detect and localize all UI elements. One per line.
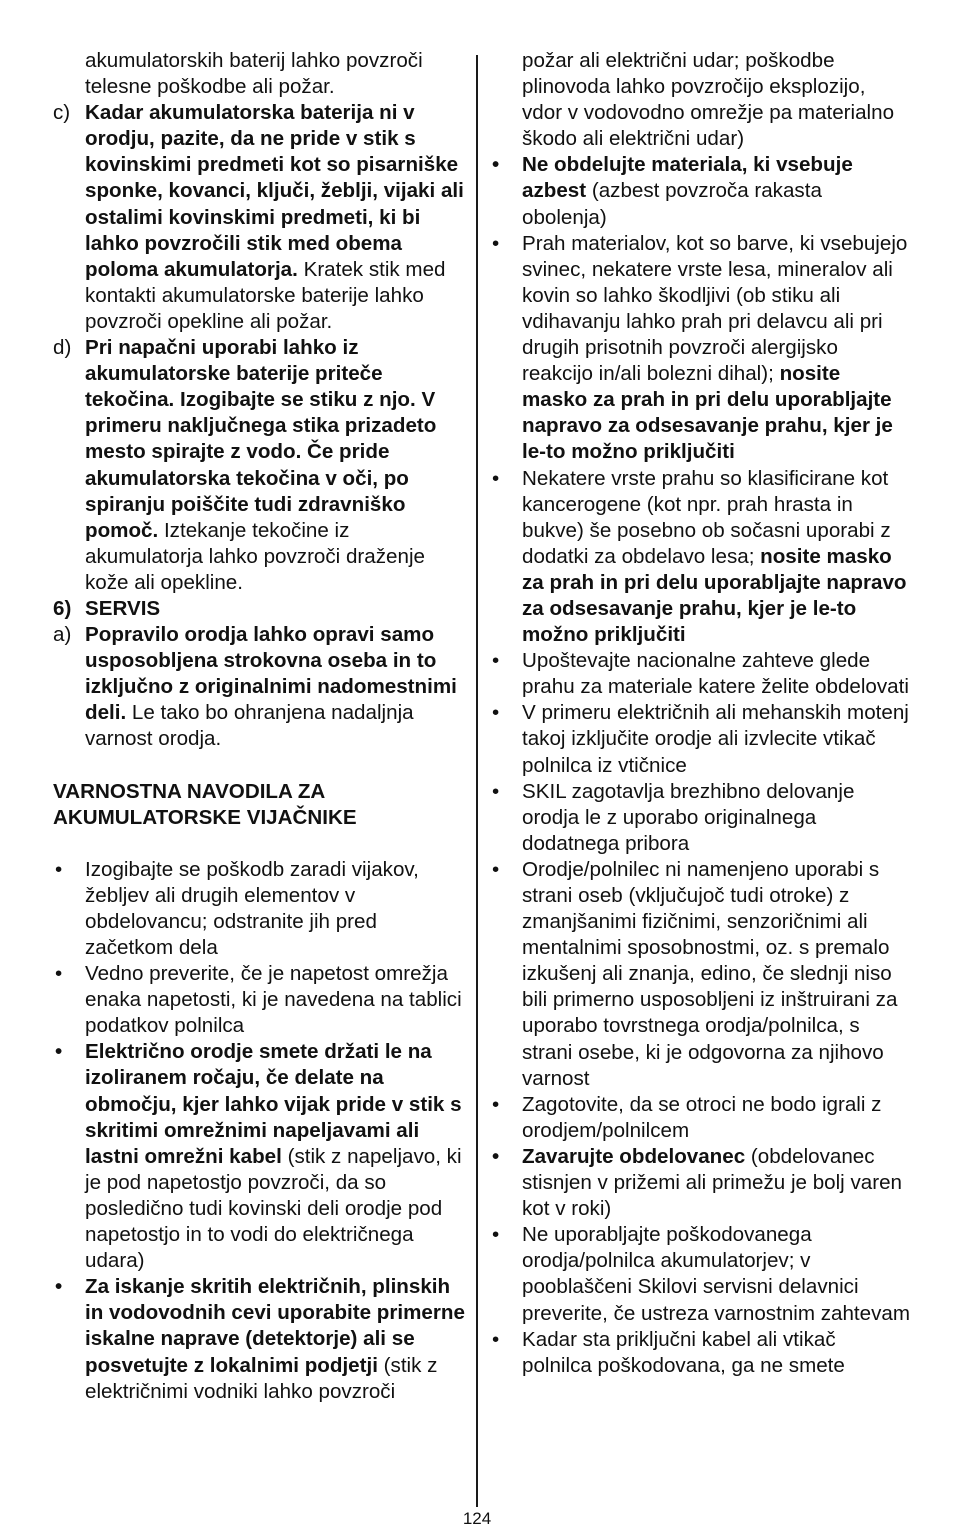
column-divider (476, 55, 478, 1507)
heading-line: VARNOSTNA NAVODILA ZA (53, 779, 326, 803)
bullet-item (490, 1222, 910, 1326)
bullet-item (490, 231, 910, 466)
continued-paragraph (53, 48, 465, 100)
bullet-icon: • (492, 1092, 500, 1116)
bullet-item (490, 1144, 910, 1222)
bullet-icon: • (492, 466, 500, 490)
item-text: Orodje/polnilec ni namenjeno uporabi s strani oseb (vključujoč tudi otroke) z zmanjšanimi fizičnimi, senzoričnimi ali mentalnimi sposobnostmi, oz. s premalo izkušenj ali znanja, edino, če slednji niso bili primerno usposobljeni iz inštruirani za uporabo tovrstnega orodja/polnilca, s strani osebe, ki je odgovorna za njihovo varnost (522, 857, 898, 1090)
item-text: Kratek stik med kontakti akumulatorske baterije lahko povzroči opekline ali požar. (85, 257, 446, 333)
section-heading (53, 779, 465, 831)
item-text: Vedno preverite, če je napetost omrežja enaka napetosti, ki je navedena na tablici podatkov polnilca (85, 962, 462, 1038)
item-text: Ne uporabljajte poškodovanega orodja/polnilca akumulatorjev; v pooblaščeni Skilovi servisni delavnici preverite, če ustreza varnostnim zahtevam (522, 1223, 911, 1325)
bullet-item (53, 857, 465, 961)
paragraph-text: požar ali električni udar; poškodbe plinovoda lahko povzročijo eksplozijo, vdor v vodovodno omrežje pa materialno škodo ali električni udar) (522, 49, 895, 151)
bold-warning: Električno orodje smete držati le na izoliranem ročaju, če delate na območju, kjer lahko vijak pride v stik s skritimi omrežnimi napeljavami ali lastni omrežni kabel (85, 1040, 462, 1168)
bullet-icon: • (492, 153, 500, 177)
list-item-d (53, 335, 465, 596)
bullet-item (490, 648, 910, 700)
right-column (490, 48, 910, 1379)
paragraph-text: akumulatorskih baterij lahko povzroči telesne poškodbe ali požar. (85, 49, 423, 99)
bullet-icon: • (55, 1275, 63, 1299)
bullet-icon: • (492, 1327, 500, 1351)
bullet-icon: • (492, 779, 500, 803)
item-marker: a) (53, 623, 72, 647)
left-column (53, 48, 465, 1405)
spacer (53, 831, 465, 857)
section-title: SERVIS (85, 596, 161, 620)
spacer (53, 753, 465, 779)
bullet-item (490, 1092, 910, 1144)
item-text: (stik z električnimi vodniki lahko povzroči (85, 1353, 438, 1403)
bullet-icon: • (492, 231, 500, 255)
item-marker: c) (53, 101, 71, 125)
bold-warning: Popravilo orodja lahko opravi samo usposobljena strokovna oseba in to izključno z originalnimi nadomestnimi deli. (85, 623, 457, 725)
bold-warning: nosite masko za prah in pri delu uporabljajte napravo za odsesavanje prahu, kjer je le-to možno priključiti (522, 544, 907, 647)
bold-warning: nosite masko za prah in pri delu uporabljajte napravo za odsesavanje prahu, kjer je le-to možno priključiti (522, 362, 893, 464)
bullet-icon: • (492, 701, 500, 725)
bullet-item (490, 779, 910, 857)
item-marker: d) (53, 336, 72, 360)
bold-warning: Ne obdelujte materiala, ki vsebuje azbest (522, 153, 853, 203)
section-number: 6) (53, 596, 72, 620)
bullet-item (490, 152, 910, 230)
bullet-icon: • (492, 649, 500, 673)
continued-paragraph (490, 48, 910, 152)
bullet-icon: • (492, 1223, 500, 1247)
item-text: Prah materialov, kot so barve, ki vsebujejo svinec, nekatere vrste lesa, mineralov ali kovin so lahko škodljivi (ob stiku ali vdihavanju lahko prah pri delavcu ali pri drugih prisotnih povzroči alergijsko reakcijo in/ali bolezni dihal); (522, 231, 908, 386)
item-text: (obdelovanec stisnjen v prižemi ali primežu je bolj varen kot v roki) (522, 1144, 902, 1221)
item-text: Kadar sta priključni kabel ali vtikač polnilca poškodovana, ga ne smete (522, 1327, 845, 1377)
item-text: Nekatere vrste prahu so klasificirane kot kancerogene (kot npr. prah hrasta in bukve) še posebno ob sočasni uporabi z dodatki za obdelavo lesa; (522, 466, 891, 568)
item-text: (azbest povzroča rakasta obolenja) (522, 179, 822, 229)
item-text: Le tako bo ohranjena nadaljnja varnost orodja. (85, 701, 414, 751)
page-number: 124 (462, 1509, 492, 1528)
item-text: Izogibajte se poškodb zaradi vijakov, žebljev ali drugih elementov v obdelovancu; odstranite jih pred začetkom dela (85, 857, 419, 959)
bullet-icon: • (55, 1040, 63, 1064)
bold-warning: Za iskanje skritih električnih, plinskih in vodovodnih cevi uporabite primerne iskalne naprave (detektorje) ali se posvetujte z lokalnimi podjetji (85, 1275, 465, 1377)
bullet-icon: • (492, 857, 500, 881)
bold-warning: Kadar akumulatorska baterija ni v orodju, pazite, da ne pride v stik s kovinskimi predmeti kot so pisarniške sponke, kovanci, ključi, žeblji, vijaki ali ostalimi kovinskimi predmeti, ki bi lahko povzročili stik med obema poloma akumulatorja. (85, 101, 464, 281)
section-title-service (53, 596, 465, 622)
bullet-icon: • (55, 857, 63, 881)
bullet-icon: • (55, 962, 63, 986)
bold-warning: Zavarujte obdelovanec (522, 1144, 746, 1168)
item-text: SKIL zagotavlja brezhibno delovanje orodja le z uporabo originalnega dodatnega pribora (522, 779, 855, 855)
bullet-item (53, 1274, 465, 1404)
item-text: Iztekanje tekočine iz akumulatorja lahko povzroči draženje kože ali opekline. (85, 518, 425, 594)
bullet-icon: • (492, 1144, 500, 1168)
list-item-a (53, 622, 465, 752)
bullet-item (490, 700, 910, 778)
bold-warning: Pri napačni uporabi lahko iz akumulatorske baterije priteče tekočina. Izogibajte se stiku z njo. V primeru naključnega stika prizadeto mesto spirajte z vodo. Če pride akumulatorska tekočina v oči, po spiranju poiščite tudi zdravniško pomoč. (85, 336, 437, 542)
item-text: (stik z napeljavo, ki je pod napetostjo povzroči, da so posledično tudi kovinski deli orodje pod napetostjo in to vodi do električnega udara) (85, 1144, 462, 1273)
bullet-item (53, 1039, 465, 1274)
item-text: Upoštevajte nacionalne zahteve glede prahu za materiale katere želite obdelovati (522, 649, 909, 699)
item-text: V primeru električnih ali mehanskih motenj takoj izključite orodje ali izvlecite vtikač polnilca iz vtičnice (522, 701, 909, 777)
list-item-c (53, 100, 465, 335)
item-text: Zagotovite, da se otroci ne bodo igrali z orodjem/polnilcem (522, 1092, 882, 1142)
bullet-item (490, 1327, 910, 1379)
bullet-item (490, 857, 910, 1092)
heading-line: AKUMULATORSKE VIJAČNIKE (53, 805, 357, 829)
bullet-item (490, 466, 910, 649)
bullet-item (53, 961, 465, 1039)
